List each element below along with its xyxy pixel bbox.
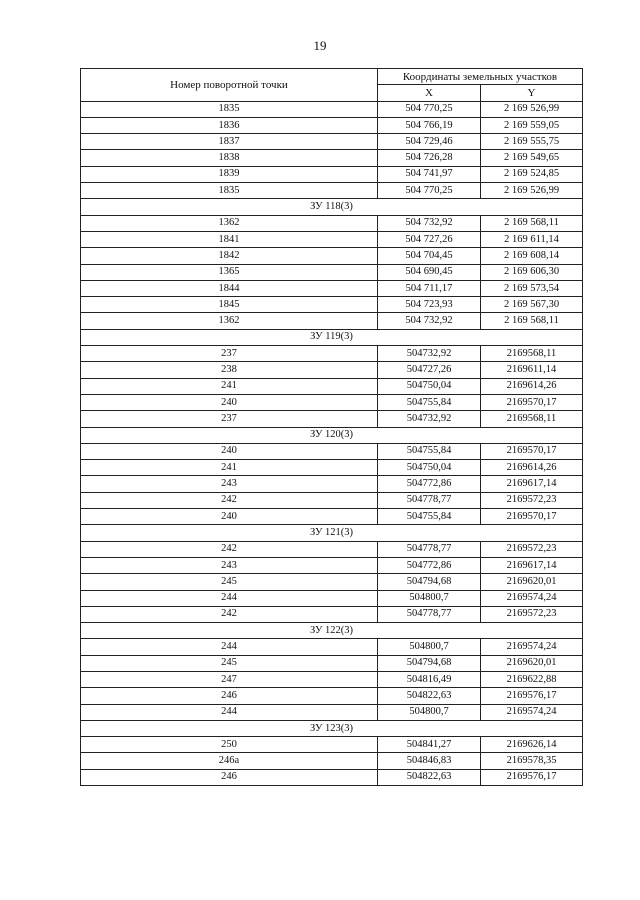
x-coordinate-cell: 504727,26 — [378, 362, 481, 378]
x-coordinate-cell: 504 727,26 — [378, 231, 481, 247]
section-title: ЗУ 120(3) — [81, 427, 583, 443]
x-coordinate-cell: 504 770,25 — [378, 101, 481, 117]
point-number-cell: 240 — [81, 443, 378, 459]
table-row — [81, 606, 583, 622]
table-row — [81, 655, 583, 671]
y-coordinate-cell: 2169572,23 — [481, 541, 583, 557]
x-coordinate-cell: 504800,7 — [378, 704, 481, 720]
point-number-cell: 246 — [81, 688, 378, 704]
point-number-cell: 241 — [81, 378, 378, 394]
y-coordinate-cell: 2169622,88 — [481, 671, 583, 687]
point-number-cell: 240 — [81, 509, 378, 525]
x-coordinate-cell: 504778,77 — [378, 492, 481, 508]
section-row — [81, 199, 583, 215]
y-coordinate-cell: 2169626,14 — [481, 737, 583, 753]
x-coordinate-cell: 504 770,25 — [378, 183, 481, 199]
x-coordinate-cell: 504732,92 — [378, 411, 481, 427]
y-coordinate-cell: 2 169 608,14 — [481, 248, 583, 264]
x-coordinate-cell: 504750,04 — [378, 460, 481, 476]
table-row — [81, 394, 583, 410]
point-number-cell: 1845 — [81, 297, 378, 313]
table-row — [81, 460, 583, 476]
point-number-cell: 1362 — [81, 215, 378, 231]
x-coordinate-cell: 504755,84 — [378, 443, 481, 459]
x-coordinate-cell: 504778,77 — [378, 541, 481, 557]
y-coordinate-cell: 2169574,24 — [481, 639, 583, 655]
table-row — [81, 313, 583, 329]
point-number-cell: 1844 — [81, 280, 378, 296]
table-row — [81, 183, 583, 199]
x-coordinate-cell: 504794,68 — [378, 655, 481, 671]
table-row — [81, 639, 583, 655]
table-row — [81, 557, 583, 573]
x-coordinate-cell: 504755,84 — [378, 394, 481, 410]
y-coordinate-cell: 2169572,23 — [481, 606, 583, 622]
point-number-cell: 1365 — [81, 264, 378, 280]
table-row — [81, 476, 583, 492]
table-row — [81, 231, 583, 247]
y-coordinate-cell: 2 169 611,14 — [481, 231, 583, 247]
point-number-cell: 243 — [81, 476, 378, 492]
y-coordinate-cell: 2 169 567,30 — [481, 297, 583, 313]
point-number-cell: 244 — [81, 590, 378, 606]
point-number-cell: 240 — [81, 394, 378, 410]
point-number-cell: 250 — [81, 737, 378, 753]
y-coordinate-cell: 2169576,17 — [481, 688, 583, 704]
table-row — [81, 134, 583, 150]
header-x: X — [378, 85, 481, 101]
y-coordinate-cell: 2 169 568,11 — [481, 313, 583, 329]
y-coordinate-cell: 2169568,11 — [481, 411, 583, 427]
y-coordinate-cell: 2169617,14 — [481, 557, 583, 573]
point-number-cell: 241 — [81, 460, 378, 476]
y-coordinate-cell: 2 169 526,99 — [481, 183, 583, 199]
point-number-cell: 1841 — [81, 231, 378, 247]
y-coordinate-cell: 2169614,26 — [481, 460, 583, 476]
table-row — [81, 671, 583, 687]
section-title: ЗУ 122(3) — [81, 623, 583, 639]
table-row — [81, 574, 583, 590]
x-coordinate-cell: 504 711,17 — [378, 280, 481, 296]
table-row — [81, 150, 583, 166]
x-coordinate-cell: 504 690,45 — [378, 264, 481, 280]
y-coordinate-cell: 2169578,35 — [481, 753, 583, 769]
point-number-cell: 1842 — [81, 248, 378, 264]
section-title: ЗУ 119(3) — [81, 329, 583, 345]
y-coordinate-cell: 2169570,17 — [481, 443, 583, 459]
point-number-cell: 1835 — [81, 183, 378, 199]
table-row — [81, 297, 583, 313]
y-coordinate-cell: 2169620,01 — [481, 655, 583, 671]
x-coordinate-cell: 504794,68 — [378, 574, 481, 590]
point-number-cell: 1839 — [81, 166, 378, 182]
section-row — [81, 329, 583, 345]
header-y: Y — [481, 85, 583, 101]
table-header — [81, 69, 583, 102]
x-coordinate-cell: 504 729,46 — [378, 134, 481, 150]
point-number-cell: 246 — [81, 769, 378, 785]
y-coordinate-cell: 2 169 559,05 — [481, 117, 583, 133]
table-row — [81, 248, 583, 264]
point-number-cell: 237 — [81, 346, 378, 362]
y-coordinate-cell: 2 169 568,11 — [481, 215, 583, 231]
table-row — [81, 166, 583, 182]
y-coordinate-cell: 2169576,17 — [481, 769, 583, 785]
coordinates-table — [80, 68, 583, 786]
x-coordinate-cell: 504772,86 — [378, 476, 481, 492]
x-coordinate-cell: 504778,77 — [378, 606, 481, 622]
table-row — [81, 215, 583, 231]
section-row — [81, 427, 583, 443]
point-number-cell: 1362 — [81, 313, 378, 329]
x-coordinate-cell: 504822,63 — [378, 688, 481, 704]
point-number-cell: 242 — [81, 541, 378, 557]
header-point-number: Номер поворотной точки — [81, 69, 378, 102]
point-number-cell: 245 — [81, 574, 378, 590]
table-row — [81, 541, 583, 557]
y-coordinate-cell: 2169614,26 — [481, 378, 583, 394]
point-number-cell: 242 — [81, 492, 378, 508]
y-coordinate-cell: 2169570,17 — [481, 394, 583, 410]
x-coordinate-cell: 504 732,92 — [378, 313, 481, 329]
y-coordinate-cell: 2169620,01 — [481, 574, 583, 590]
section-title: ЗУ 121(3) — [81, 525, 583, 541]
y-coordinate-cell: 2 169 549,65 — [481, 150, 583, 166]
table-row — [81, 769, 583, 785]
point-number-cell: 238 — [81, 362, 378, 378]
section-title: ЗУ 123(3) — [81, 720, 583, 736]
section-row — [81, 525, 583, 541]
table-row — [81, 704, 583, 720]
x-coordinate-cell: 504750,04 — [378, 378, 481, 394]
y-coordinate-cell: 2 169 526,99 — [481, 101, 583, 117]
page-number: 19 — [313, 38, 327, 53]
table-row — [81, 378, 583, 394]
y-coordinate-cell: 2169570,17 — [481, 509, 583, 525]
x-coordinate-cell: 504822,63 — [378, 769, 481, 785]
y-coordinate-cell: 2169568,11 — [481, 346, 583, 362]
point-number-cell: 1836 — [81, 117, 378, 133]
point-number-cell: 246а — [81, 753, 378, 769]
point-number-cell: 247 — [81, 671, 378, 687]
x-coordinate-cell: 504 741,97 — [378, 166, 481, 182]
point-number-cell: 237 — [81, 411, 378, 427]
table-row — [81, 509, 583, 525]
x-coordinate-cell: 504772,86 — [378, 557, 481, 573]
table-body — [81, 101, 583, 785]
section-row — [81, 623, 583, 639]
x-coordinate-cell: 504800,7 — [378, 639, 481, 655]
x-coordinate-cell: 504 726,28 — [378, 150, 481, 166]
table-row — [81, 280, 583, 296]
y-coordinate-cell: 2169617,14 — [481, 476, 583, 492]
y-coordinate-cell: 2169572,23 — [481, 492, 583, 508]
y-coordinate-cell: 2 169 524,85 — [481, 166, 583, 182]
point-number-cell: 1837 — [81, 134, 378, 150]
x-coordinate-cell: 504 766,19 — [378, 117, 481, 133]
table-row — [81, 264, 583, 280]
x-coordinate-cell: 504 723,93 — [378, 297, 481, 313]
table-row — [81, 117, 583, 133]
point-number-cell: 1835 — [81, 101, 378, 117]
y-coordinate-cell: 2 169 555,75 — [481, 134, 583, 150]
table-row — [81, 362, 583, 378]
y-coordinate-cell: 2169574,24 — [481, 590, 583, 606]
point-number-cell: 1838 — [81, 150, 378, 166]
table-row — [81, 737, 583, 753]
table-row — [81, 688, 583, 704]
header-coordinates: Координаты земельных участков — [378, 69, 583, 85]
table-row — [81, 590, 583, 606]
table-row — [81, 101, 583, 117]
y-coordinate-cell: 2 169 606,30 — [481, 264, 583, 280]
table-row — [81, 492, 583, 508]
x-coordinate-cell: 504 732,92 — [378, 215, 481, 231]
table-row — [81, 753, 583, 769]
x-coordinate-cell: 504732,92 — [378, 346, 481, 362]
x-coordinate-cell: 504846,83 — [378, 753, 481, 769]
section-row — [81, 720, 583, 736]
x-coordinate-cell: 504816,49 — [378, 671, 481, 687]
table-row — [81, 346, 583, 362]
point-number-cell: 244 — [81, 704, 378, 720]
x-coordinate-cell: 504 704,45 — [378, 248, 481, 264]
x-coordinate-cell: 504841,27 — [378, 737, 481, 753]
point-number-cell: 243 — [81, 557, 378, 573]
point-number-cell: 245 — [81, 655, 378, 671]
section-title: ЗУ 118(3) — [81, 199, 583, 215]
y-coordinate-cell: 2169574,24 — [481, 704, 583, 720]
y-coordinate-cell: 2 169 573,54 — [481, 280, 583, 296]
point-number-cell: 244 — [81, 639, 378, 655]
table-row — [81, 443, 583, 459]
table-row — [81, 411, 583, 427]
x-coordinate-cell: 504755,84 — [378, 509, 481, 525]
point-number-cell: 242 — [81, 606, 378, 622]
y-coordinate-cell: 2169611,14 — [481, 362, 583, 378]
x-coordinate-cell: 504800,7 — [378, 590, 481, 606]
